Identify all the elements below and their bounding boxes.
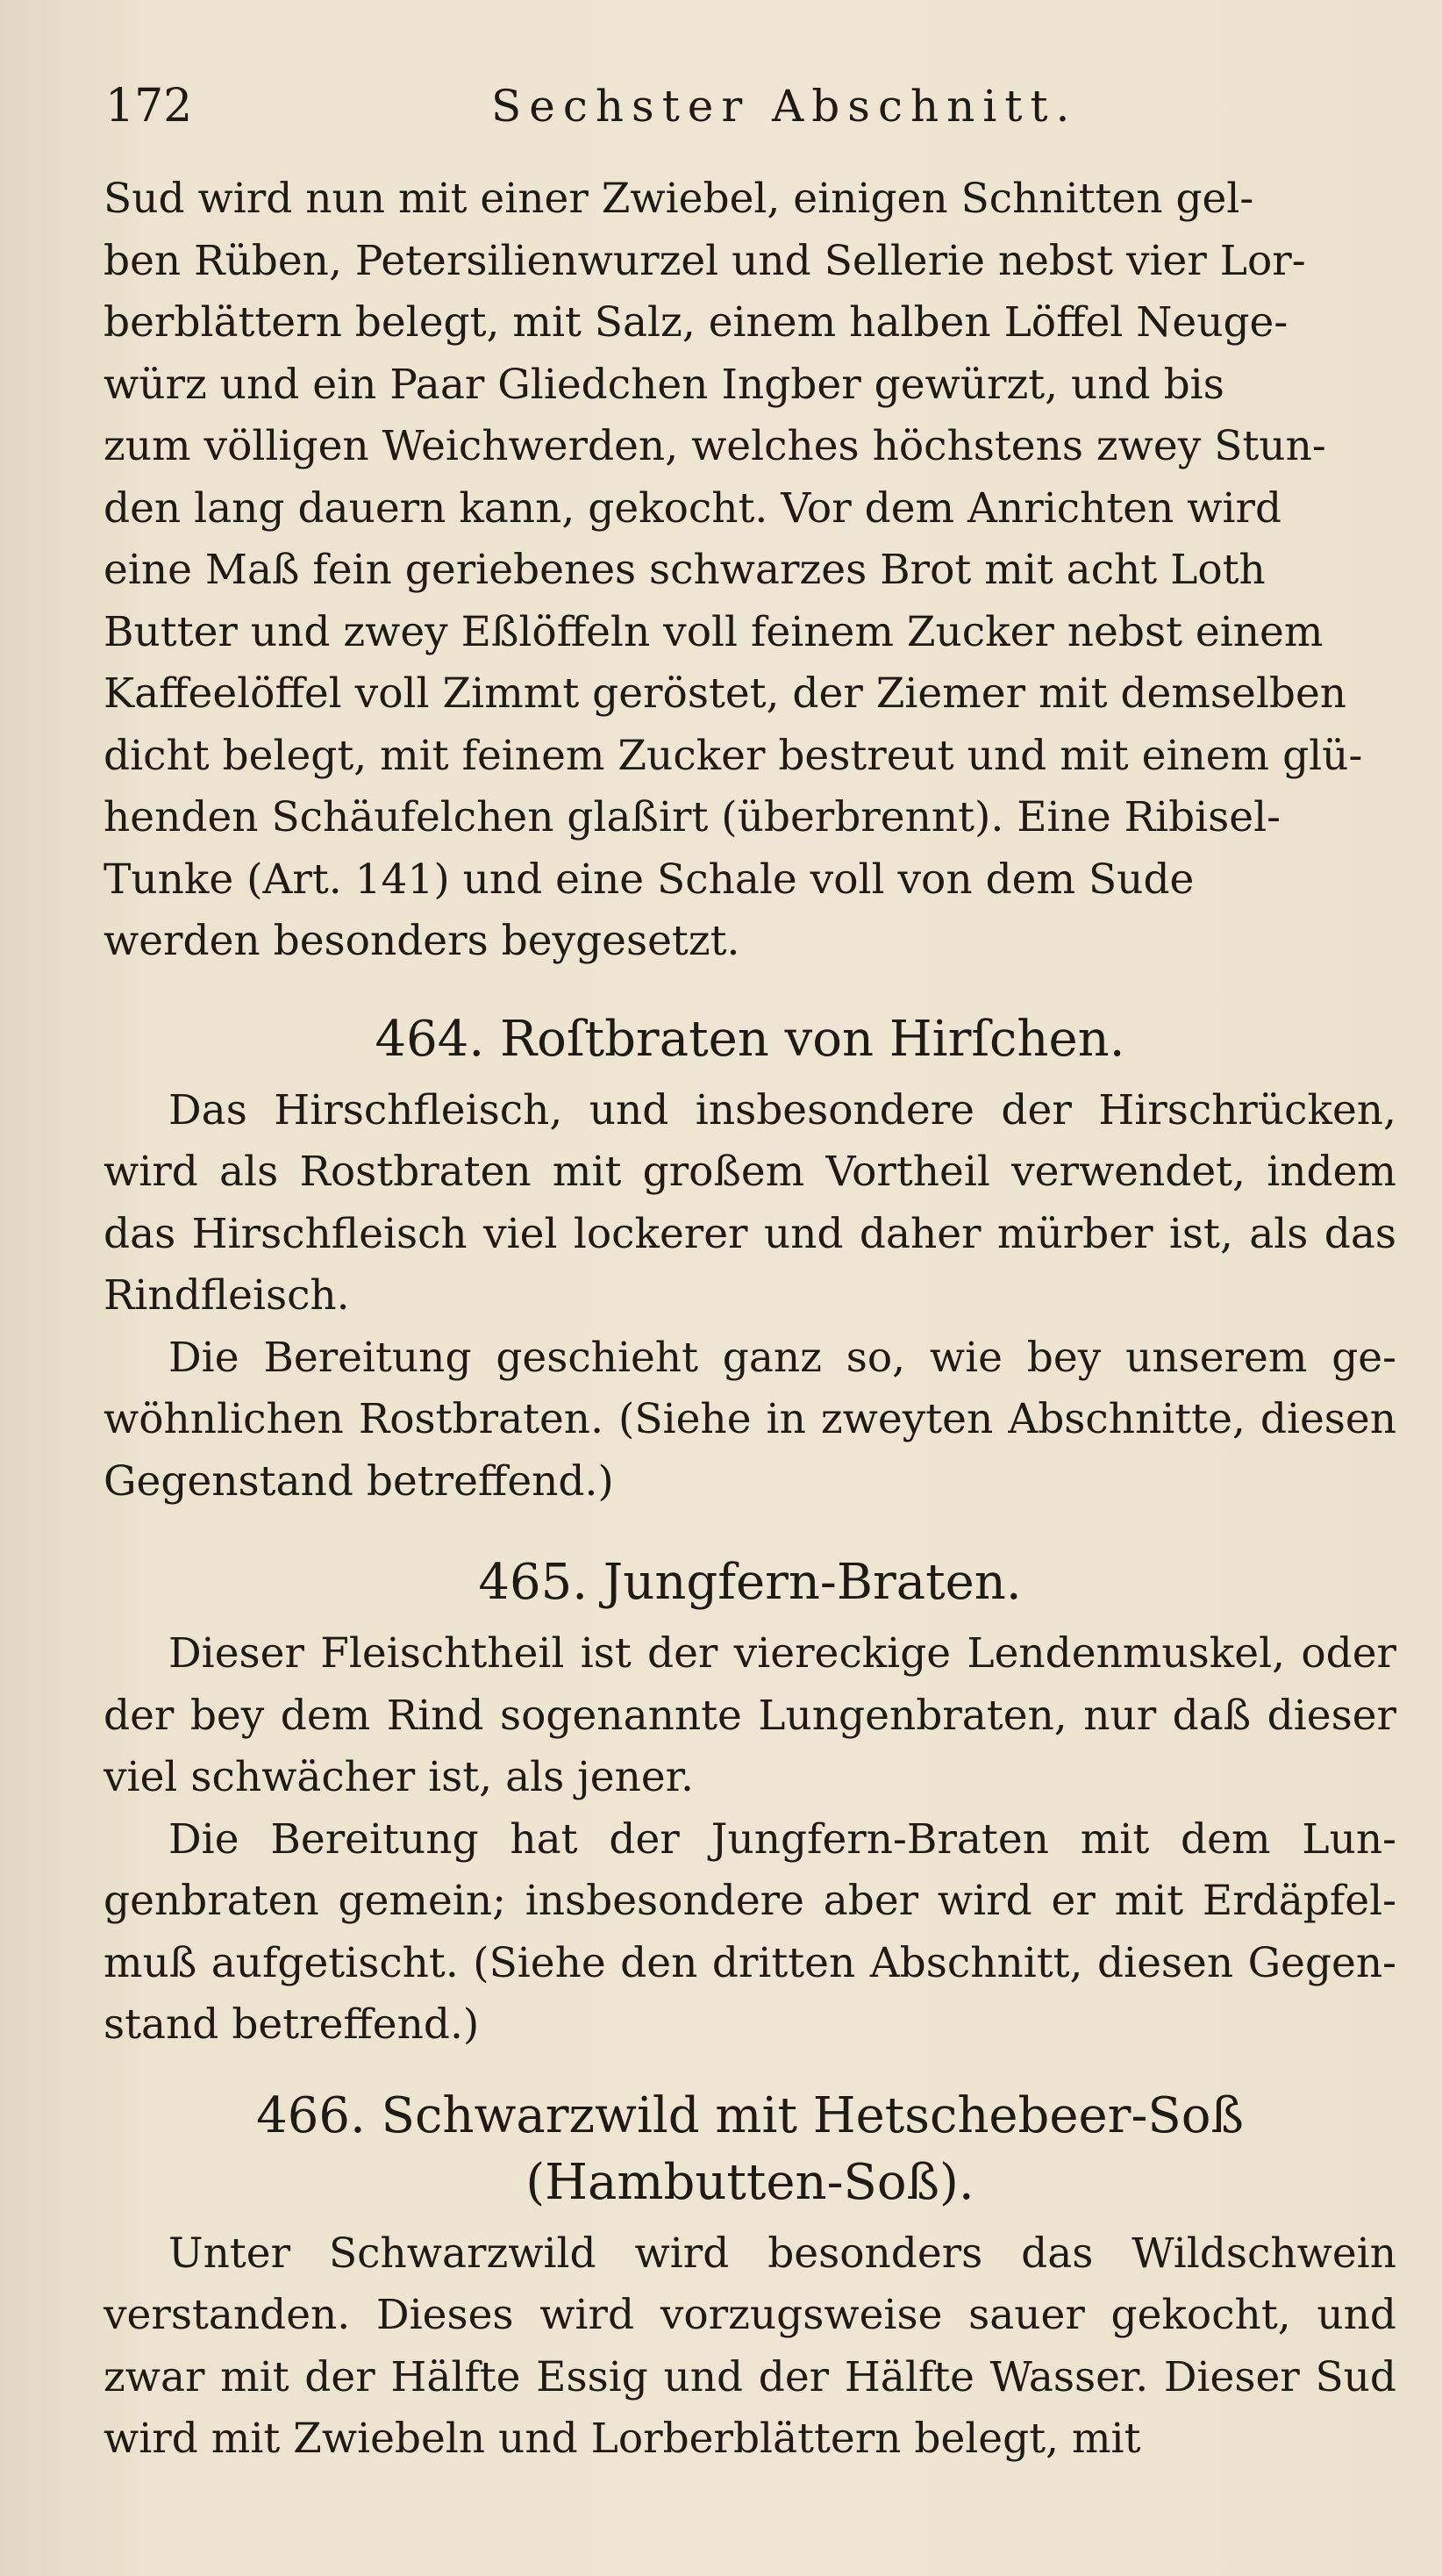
running-title: Sechster Abschnitt. (491, 81, 1078, 132)
text-line: Butter und zwey Eßlöffeln voll feinem Zucker nebst einem (104, 607, 1324, 656)
text-line: Kaffeelöffel voll Zimmt geröstet, der Ziemer mit demselben (104, 669, 1347, 718)
text-line: berblättern belegt, mit Salz, einem halben Löffel Neuge- (104, 298, 1289, 347)
section-subheading-466: (Hambutten-Soß). (525, 2153, 974, 2211)
text-line: Tunke (Art. 141) und eine Schale voll von dem Sude (104, 855, 1195, 904)
page-header (0, 75, 1442, 137)
text-line: henden Schäufelchen glaßirt (überbrennt). Eine Ribisel- (104, 793, 1281, 841)
text-line: eine Maß fein geriebenes schwarzes Brot mit acht Loth (104, 546, 1266, 594)
section-464-paragraph-1: Das Hirschfleisch, und insbesondere der Hirschrücken, wird als Rostbraten mit großem Vortheil verwendet, indem das Hirschfleisch viel lockerer und daher mürber ist, als das Rindfleisch. (104, 1085, 1396, 1320)
section-heading-466: 466. Schwarzwild mit Hetschebeer-Soß (256, 2086, 1244, 2144)
text-line: ben Rüben, Petersilienwurzel und Sellerie nebst vier Lor- (104, 236, 1306, 285)
intro-paragraph (104, 168, 1396, 973)
text-line: Sud wird nun mit einer Zwiebel, einigen Schnitten gel- (104, 175, 1254, 223)
text-line: dicht belegt, mit feinem Zucker bestreut und mit einem glü- (104, 731, 1363, 780)
text-line: den lang dauern kann, gekocht. Vor dem Anrichten wird (104, 483, 1282, 533)
text-line: würz und ein Paar Gliedchen Ingber gewürzt, und bis (104, 360, 1224, 409)
section-465-paragraph-2: Die Bereitung hat der Jungfern-Braten mit dem Lun- genbraten gemein; insbesondere aber wird er mit Erdäpfel- muß aufgetischt. (Siehe den dritten Abschnitt, diesen Gegen- stand betreffend.) (104, 1814, 1396, 2049)
page-body (104, 168, 1396, 2471)
page-number: 172 (105, 80, 193, 132)
section-heading-464: 464. Roſtbraten von Hirſchen. (375, 1010, 1125, 1068)
section-466-paragraph-1: Unter Schwarzwild wird besonders das Wildschwein verstanden. Dieses wird vorzugsweise sauer gekocht, und zwar mit der Hälfte Essig und der Hälfte Wasser. Dieser Sud wird mit Zwiebeln und Lorberblättern belegt, mit (104, 2229, 1396, 2463)
text-line: zum völligen Weichwerden, welches höchstens zwey Stun- (104, 422, 1326, 470)
section-464-paragraph-2: Die Bereitung geschieht ganz so, wie bey unserem ge- wöhnlichen Rostbraten. (Siehe in zweyten Abschnitte, diesen Gegenstand betreffend.) (104, 1333, 1396, 1506)
section-heading-465: 465. Jungfern-Braten. (478, 1554, 1022, 1611)
text-line: werden besonders beygesetzt. (104, 917, 740, 965)
section-465-paragraph-1: Dieser Fleischtheil ist der viereckige Lendenmuskel, oder der bey dem Rind sogenannte Lungenbraten, nur daß dieser viel schwächer ist, als jener. (104, 1629, 1396, 1801)
